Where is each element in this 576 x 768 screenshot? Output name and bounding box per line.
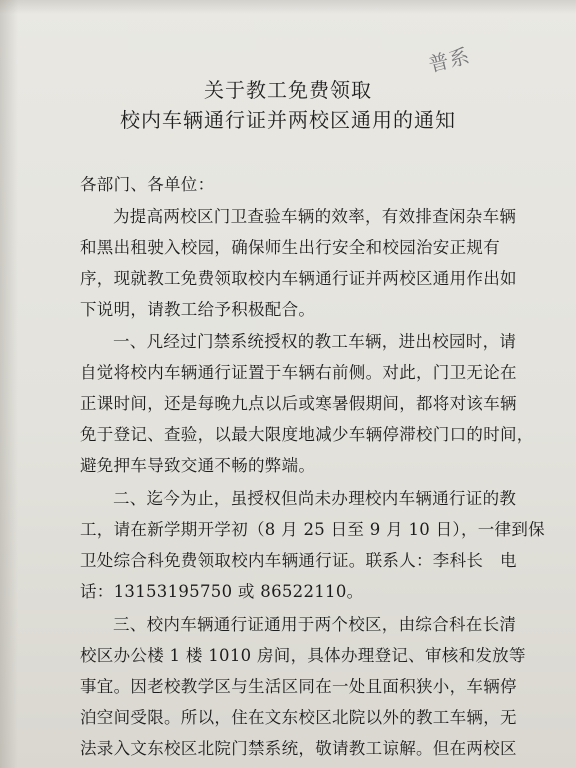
body-line: 二、迄今为止，虽授权但尚未办理校内车辆通行证的教 — [113, 489, 517, 508]
body-line: 泊空间受限。所以，住在文东校区北院以外的教工车辆，无 — [80, 708, 517, 727]
body-line: 话：13153195750 或 86522110。 — [80, 582, 364, 601]
body-line: 避免押车导致交通不畅的弊端。 — [80, 456, 316, 475]
body-line: 法录入文东校区北院门禁系统，敬请教工谅解。但在两校区 — [80, 739, 517, 758]
body-line: 为提高两校区门卫查验车辆的效率，有效排查闲杂车辆 — [113, 207, 517, 226]
body-line: 工，请在新学期开学初（8 月 25 日至 9 月 10 日），一律到保 — [80, 520, 545, 539]
body-line: 和黑出租驶入校园，确保师生出行安全和校园治安正规有 — [80, 238, 500, 257]
body-line: 三、校内车辆通行证通用于两个校区，由综合科在长清 — [113, 615, 517, 634]
salutation: 各部门、各单位： — [80, 175, 215, 194]
body-line: 校区办公楼 1 楼 1010 房间，具体办理登记、审核和发放等 — [80, 646, 526, 665]
notice-title-line-2: 校内车辆通行证并两校区通用的通知 — [120, 108, 456, 132]
body-line: 正课时间，还是每晚九点以后或寒暑假期间，都将对该车辆 — [80, 394, 517, 413]
body-line: 卫处综合科免费领取校内车辆通行证。联系人：李科长 电 — [80, 551, 517, 570]
handwritten-annotation: 普系 — [426, 43, 473, 77]
body-line: 免于登记、查验，以最大限度地减少车辆停滞校门口的时间， — [80, 425, 534, 444]
body-line: 自觉将校内车辆通行证置于车辆右前侧。对此，门卫无论在 — [80, 363, 517, 382]
body-line: 一、凡经过门禁系统授权的教工车辆，进出校园时，请 — [113, 332, 517, 351]
body-line: 序，现就教工免费领取校内车辆通行证并两校区通用作出如 — [80, 269, 517, 288]
page-shadow-top — [0, 0, 576, 14]
body-line: 事宜。因老校教学区与生活区同在一处且面积狭小，车辆停 — [80, 677, 517, 696]
body-line: 下说明，请教工给予积极配合。 — [80, 300, 316, 319]
notice-title-line-1: 关于教工免费领取 — [204, 78, 372, 102]
